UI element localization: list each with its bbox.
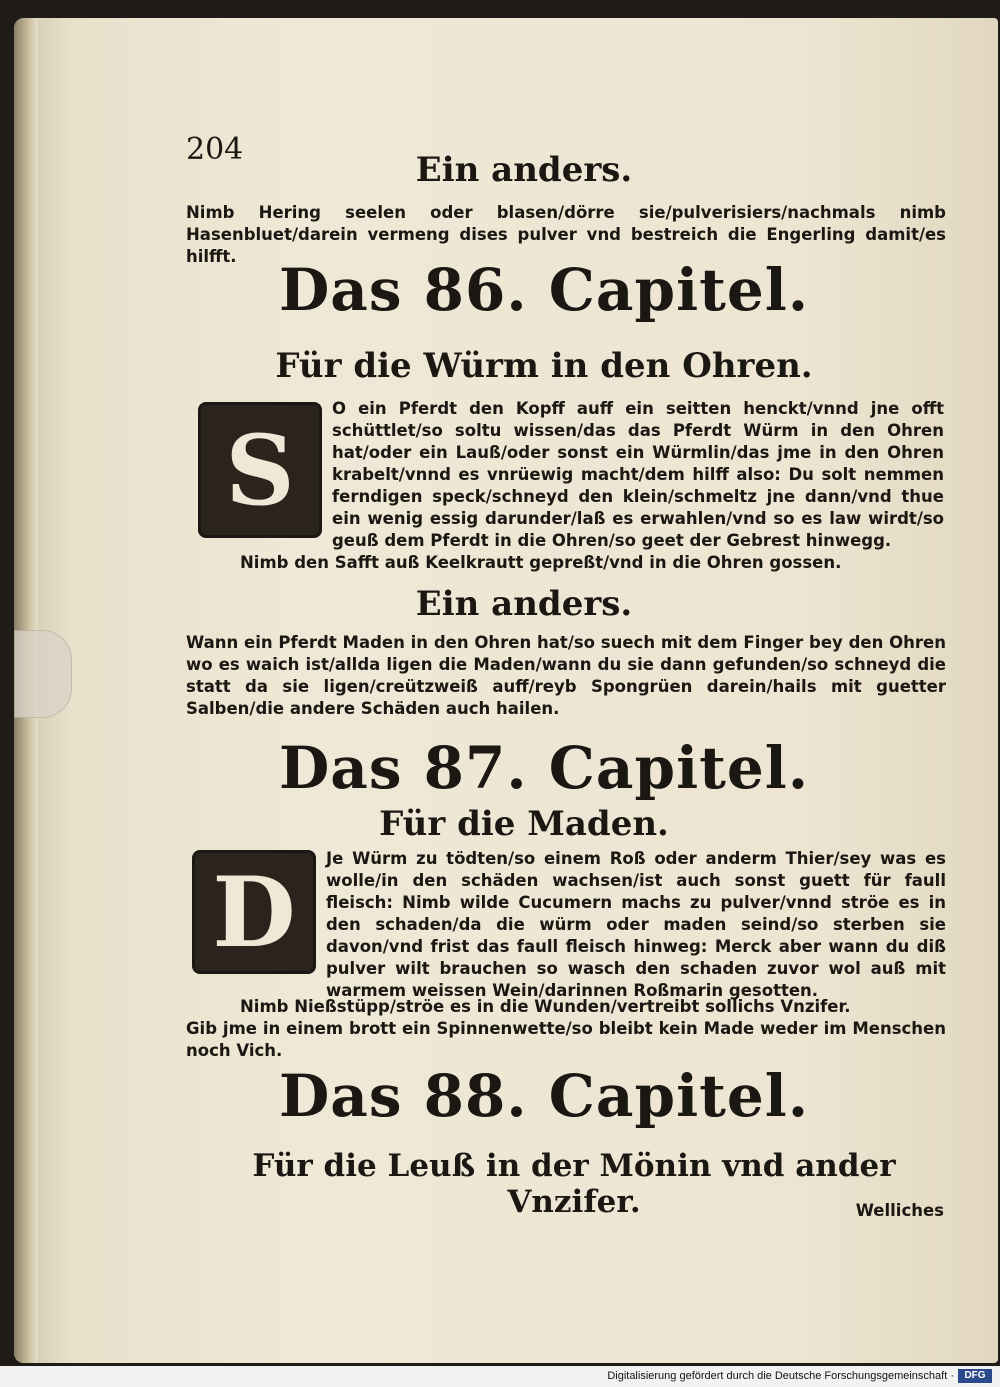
drop-cap-initial: S [198,402,322,538]
chapter-88-subtitle: Für die Leuß in der Mönin vnd ander Vnzifer. [252,1148,896,1220]
page-number: 204 [186,132,244,167]
page-clip [14,630,72,718]
chapter-87-title: Das 87. Capitel. [278,734,810,802]
catchword: Welliches [855,1201,944,1220]
chapter-86-subtitle: Für die Würm in den Ohren. [275,346,813,386]
chapter-88-title: Das 88. Capitel. [278,1062,810,1130]
drop-cap-initial: D [192,850,316,974]
chapter-87-text2: Nimb Nießstüpp/ströe es in die Wunden/vertreibt sollichs Vnzifer. [240,997,851,1016]
chapter-87-subtitle: Für die Maden. [379,804,669,844]
chapter-86-text: O ein Pferdt den Kopff auff ein seitten henckt/vnnd jne offt schüttlet/so soltu wissen/das das Pferdt Würm in den Ohren hat/oder ein Lauß/oder sonst ein Würmlin/das jme in den Ohren krabelt/vnnd es vnrüewig macht/dem hilff also: Du solt nemmen ferndigen speck/schneyd den klein/schmeltz jne dann/vnd thue ein wenig essig darunder/laß es erwahlen/vnd so es law wirdt/so geuß dem Pferdt in die Ohren/so geet der Gebrest hinwegg. [332,399,944,550]
chapter-86-title: Das 86. Capitel. [278,256,810,324]
chapter-87-text: Je Würm zu tödten/so einem Roß oder anderm Thier/sey was es wolle/in den schäden wachsen/ist auch sonst guett für faull fleisch: Nimb wilde Cucumern machs zu pulver/vnnd ströe es in den schaden/da die würm oder maden seind/so sterben sie davon/vnd frist das faull fleisch hinweg: Merck aber wann du diß pulver wilt brauchen so wasch den schaden zuvor wol auß mit warmem weissen Wein/darinnen Roßmarin gesotten. [326,849,946,1000]
section-heading: Ein anders. [415,150,633,190]
dfg-logo: DFG [958,1369,992,1383]
footer-text: Digitalisierung gefördert durch die Deutsche Forschungsgemeinschaft · [607,1370,954,1382]
chapter-86-text3: Wann ein Pferdt Maden in den Ohren hat/so suech mit dem Finger bey den Ohren wo es waich ist/allda ligen die Maden/wann du sie dann gefunden/so schneyd die statt da sie ligen/creützweiß auff/reyb Spongrüen darein/hails mit guetter Salben/die andere Schäden auch hailen. [186,633,946,718]
footer-bar [0,1366,1000,1387]
book-page [14,18,998,1363]
chapter-86-text2: Nimb den Safft auß Keelkrautt gepreßt/vnd in die Ohren gossen. [240,553,842,572]
chapter-87-text3: Gib jme in einem brott ein Spinnenwette/so bleibt kein Made weder im Menschen noch Vich. [186,1019,946,1060]
chapter-86-heading2: Ein anders. [415,584,633,624]
section-text: Nimb Hering seelen oder blasen/dörre sie/pulverisiers/nachmals nimb Hasenbluet/darein vermeng dises pulver vnd bestreich die Engerling damit/es hilfft. [186,203,946,266]
